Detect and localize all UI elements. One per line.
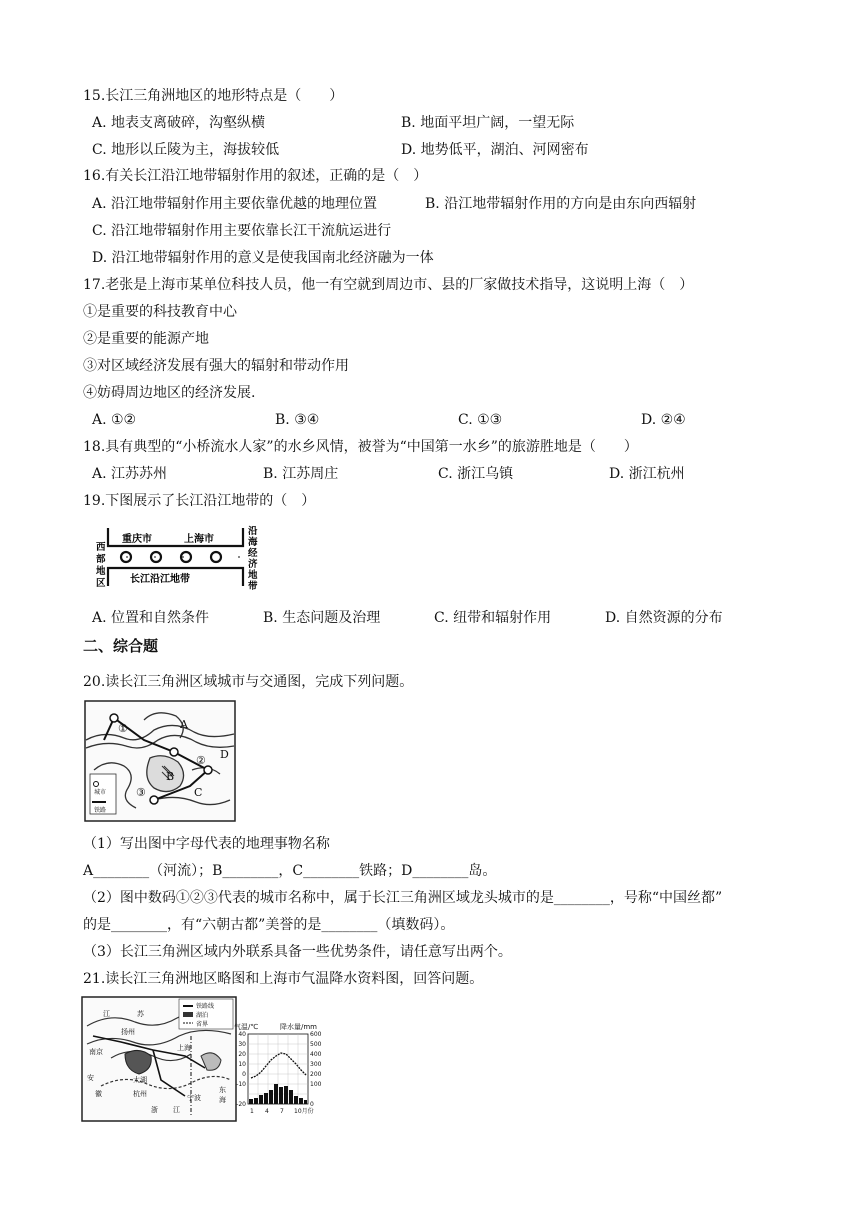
q21-temp-tick-5: 0 xyxy=(242,1071,246,1078)
q19-right-char-6: 带 xyxy=(248,581,258,592)
q19-left-char-4: 区 xyxy=(96,578,106,589)
q19-right-char-3: 经 xyxy=(248,548,258,559)
q19-option-a: A. 位置和自然条件 xyxy=(92,610,210,626)
q19-left-char-1: 西 xyxy=(96,542,106,553)
q21-precip-tick-4: 300 xyxy=(310,1061,322,1068)
q20-stem: 20.读长江三角洲区域城市与交通图，完成下列问题。 xyxy=(83,674,414,690)
q19-left-char-2: 部 xyxy=(96,554,106,565)
q20-legend-city: 城市 xyxy=(94,789,107,796)
q21-temp-tick-3: 20 xyxy=(238,1051,246,1058)
q17-option-d: D. ②④ xyxy=(641,412,686,428)
q21-temp-tick-6: -10 xyxy=(236,1081,246,1088)
q21-precip-tick-6: 100 xyxy=(310,1081,322,1088)
q17-option-b: B. ③④ xyxy=(275,412,320,428)
q21-label-an: 安 xyxy=(87,1074,94,1082)
q20-legend-rail: 铁路 xyxy=(94,807,107,814)
q18-option-b: B. 江苏周庄 xyxy=(263,466,339,482)
q17-item-4: ④妨碍周边地区的经济发展. xyxy=(83,385,256,401)
q19-belt-diagram xyxy=(88,524,278,594)
q21-temp-tick-7: -20 xyxy=(236,1101,246,1108)
q21-x-tick-1: 1 xyxy=(250,1108,254,1115)
q18-option-a: A. 江苏苏州 xyxy=(92,466,168,482)
q21-label-dong: 东 xyxy=(219,1086,226,1094)
q20-letter-b: B xyxy=(166,770,175,783)
q16-option-b: B. 沿江地带辐射作用的方向是由东向西辐射 xyxy=(425,196,697,212)
q19-option-b: B. 生态问题及治理 xyxy=(263,610,381,626)
q21-label-shanghai: 上海 xyxy=(177,1044,191,1052)
q21-x-tick-4: 10月份 xyxy=(294,1108,314,1115)
q20-sub2-line2: 的是________，有“六朝古都”美誉的是________（填数码）。 xyxy=(83,917,455,933)
q21-precip-tick-1: 600 xyxy=(310,1031,322,1038)
q21-label-yangzhou: 扬州 xyxy=(121,1028,135,1036)
q21-label-zhe: 浙 xyxy=(151,1106,158,1114)
q20-sub3: （3）长江三角洲区域内外联系具备一些优势条件，请任意写出两个。 xyxy=(83,944,512,960)
q18-option-c: C. 浙江乌镇 xyxy=(438,466,514,482)
q15-option-d: D. 地势低平，湖泊、河网密布 xyxy=(401,142,589,158)
q15-option-c: C. 地形以丘陵为主，海拔较低 xyxy=(92,142,280,158)
q16-stem: 16.有关长江沿江地带辐射作用的叙述，正确的是（ ） xyxy=(83,168,428,184)
q19-belt-label: 长江沿江地带 xyxy=(130,574,190,585)
q21-precip-tick-5: 200 xyxy=(310,1071,322,1078)
q21-label-hangzhou: 杭州 xyxy=(133,1090,147,1098)
q21-label-taihu: 太湖 xyxy=(133,1076,147,1084)
q17-option-a: A. ①② xyxy=(92,412,137,428)
q16-option-a: A. 沿江地带辐射作用主要依靠优越的地理位置 xyxy=(92,196,378,212)
q19-right-char-2: 海 xyxy=(248,537,258,548)
q21-legend-lake: 湖泊 xyxy=(196,1012,209,1019)
q15-option-a: A. 地表支离破碎，沟壑纵横 xyxy=(92,115,266,131)
q21-label-hai: 海 xyxy=(219,1096,226,1104)
q18-stem: 18.具有典型的“小桥流水人家”的水乡风情，被誉为“中国第一水乡”的旅游胜地是（ ） xyxy=(83,439,638,455)
q21-temp-tick-1: 40 xyxy=(238,1031,246,1038)
q19-stem: 19.下图展示了长江沿江地带的（ ） xyxy=(83,493,316,509)
q21-label-jiang2: 江 xyxy=(173,1106,180,1114)
q20-letter-a: A xyxy=(180,718,188,731)
q20-number-2: ② xyxy=(196,754,206,767)
q19-left-char-3: 地 xyxy=(96,566,106,577)
q18-option-d: D. 浙江杭州 xyxy=(609,466,685,482)
q19-option-c: C. 纽带和辐射作用 xyxy=(434,610,552,626)
q19-city-right: 上海市 xyxy=(184,534,214,545)
q21-temp-tick-2: 30 xyxy=(238,1041,246,1048)
q19-right-char-5: 地 xyxy=(248,570,258,581)
q21-legend-border: 省界 xyxy=(196,1021,209,1028)
q21-label-hui: 徽 xyxy=(95,1090,102,1098)
q21-x-tick-2: 4 xyxy=(265,1108,269,1115)
q21-label-nanjing: 南京 xyxy=(89,1048,103,1056)
q21-legend-rail: 铁路线 xyxy=(196,1003,215,1010)
q19-option-d: D. 自然资源的分布 xyxy=(605,610,723,626)
q21-x-tick-3: 7 xyxy=(280,1108,284,1115)
q21-stem: 21.读长江三角洲地区略图和上海市气温降水资料图，回答问题。 xyxy=(83,971,484,987)
q19-city-left: 重庆市 xyxy=(122,534,152,545)
q21-delta-map xyxy=(81,996,237,1122)
q20-number-3: ③ xyxy=(136,786,146,799)
q19-right-char-4: 济 xyxy=(248,559,258,570)
q20-sub1: （1）写出图中字母代表的地理事物名称 xyxy=(83,836,330,852)
q20-sub2-line1: （2）图中数码①②③代表的城市名称中，属于长江三角洲区域龙头城市的是________，号称“中国丝都” xyxy=(83,890,723,906)
q20-letter-d: D xyxy=(220,748,229,761)
q21-precip-tick-3: 400 xyxy=(310,1051,322,1058)
q17-item-1: ①是重要的科技教育中心 xyxy=(83,304,237,320)
q20-sub1-answer: A________（河流）；B________，C________铁路；D________岛。 xyxy=(83,863,497,879)
section-heading: 二、综合题 xyxy=(83,637,159,655)
q15-stem: 15.长江三角洲地区的地形特点是（ ） xyxy=(83,88,344,104)
q20-delta-map xyxy=(84,700,236,822)
q17-item-3: ③对区域经济发展有强大的辐射和带动作用 xyxy=(83,358,349,374)
q21-temp-tick-4: 10 xyxy=(238,1061,246,1068)
q17-item-2: ②是重要的能源产地 xyxy=(83,331,209,347)
q21-label-jiang: 江 xyxy=(103,1010,110,1018)
q19-right-char-1: 沿 xyxy=(248,526,258,537)
q21-label-ningbo: 宁波 xyxy=(187,1094,201,1102)
q16-option-c: C. 沿江地带辐射作用主要依靠长江干流航运进行 xyxy=(92,223,392,239)
q21-left-axis-title: 气温/℃ xyxy=(234,1023,259,1031)
q21-climate-chart xyxy=(222,1020,340,1116)
q17-stem: 17.老张是上海市某单位科技人员，他一有空就到周边市、县的厂家做技术指导，这说明上海（ ） xyxy=(83,277,694,293)
q16-option-d: D. 沿江地带辐射作用的意义是使我国南北经济融为一体 xyxy=(92,250,434,266)
q20-letter-c: C xyxy=(194,786,203,799)
q20-number-1: ① xyxy=(118,722,128,735)
q17-option-c: C. ①③ xyxy=(458,412,503,428)
q21-precip-tick-2: 500 xyxy=(310,1041,322,1048)
q21-precip-tick-7: 0 xyxy=(310,1101,314,1108)
q15-option-b: B. 地面平坦广阔，一望无际 xyxy=(401,115,575,131)
q21-right-axis-title: 降水量/mm xyxy=(280,1023,317,1031)
q21-label-su: 苏 xyxy=(137,1010,144,1018)
